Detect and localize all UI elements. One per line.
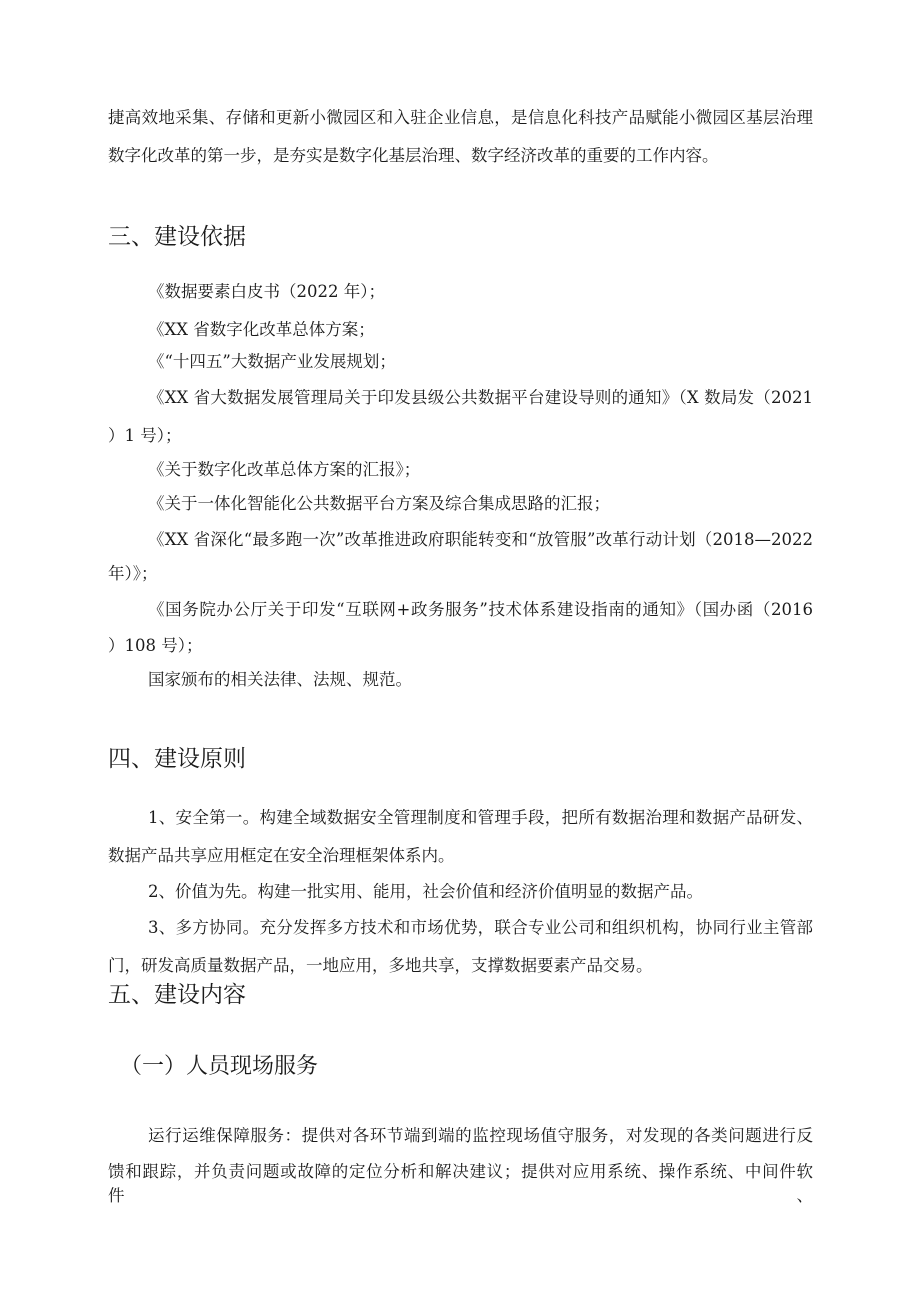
principle-1-line-1: 1、安全第一。构建全域数据安全管理制度和管理手段，把所有数据治理和数据产品研发、 xyxy=(148,808,813,827)
reference-item: 《关于一体化智能化公共数据平台方案及综合集成思路的汇报； xyxy=(148,494,610,513)
reference-item: 《数据要素白皮书（2022 年）； xyxy=(148,282,385,301)
principle-1-line-2: 数据产品共享应用框定在安全治理框架体系内。 xyxy=(108,846,455,865)
service-para-line-2: 馈和跟踪，并负责问题或故障的定位分析和解决建议；提供对应用系统、操作系统、中间件软件、 xyxy=(108,1162,813,1205)
intro-line-1: 捷高效地采集、存储和更新小微园区和入驻企业信息，是信息化科技产品赋能小微园区基层治理 xyxy=(108,108,813,127)
reference-item: 《“十四五”大数据产业发展规划； xyxy=(148,352,396,371)
reference-item: 《XX 省数字化改革总体方案； xyxy=(148,320,375,339)
reference-item-cont: ）108 号）； xyxy=(108,636,203,655)
section-3-heading: 三、建设依据 xyxy=(108,224,246,250)
intro-line-2: 数字化改革的第一步，是夯实是数字化基层治理、数字经济改革的重要的工作内容。 xyxy=(108,146,719,165)
subsection-1-heading: （一）人员现场服务 xyxy=(120,1054,319,1079)
service-para-line-1: 运行运维保障服务：提供对各环节端到端的监控现场值守服务，对发现的各类问题进行反 xyxy=(148,1126,813,1145)
reference-item: 《XX 省大数据发展管理局关于印发县级公共数据平台建设导则的通知》（X 数局发（2021 xyxy=(148,388,813,407)
reference-item-cont: ）1 号）； xyxy=(108,426,182,445)
principle-2: 2、价值为先。构建一批实用、能用，社会价值和经济价值明显的数据产品。 xyxy=(148,882,703,901)
reference-item: 《XX 省深化“最多跑一次”改革推进政府职能转变和“放管服”改革行动计划（2018—2022 xyxy=(148,530,813,549)
reference-item: 国家颁布的相关法律、法规、规范。 xyxy=(148,670,412,689)
principle-3-line-2: 门，研发高质量数据产品，一地应用，多地共享，支撑数据要素产品交易。 xyxy=(108,956,653,975)
reference-item: 《关于数字化改革总体方案的汇报》； xyxy=(148,460,421,479)
section-5-heading: 五、建设内容 xyxy=(108,982,246,1008)
reference-item: 《国务院办公厅关于印发“互联网+政务服务”技术体系建设指南的通知》（国办函（2016 xyxy=(148,600,813,619)
section-4-heading: 四、建设原则 xyxy=(108,746,246,772)
reference-item-cont: 年）》； xyxy=(108,564,158,583)
principle-3-line-1: 3、多方协同。充分发挥多方技术和市场优势，联合专业公司和组织机构，协同行业主管部 xyxy=(148,918,813,937)
